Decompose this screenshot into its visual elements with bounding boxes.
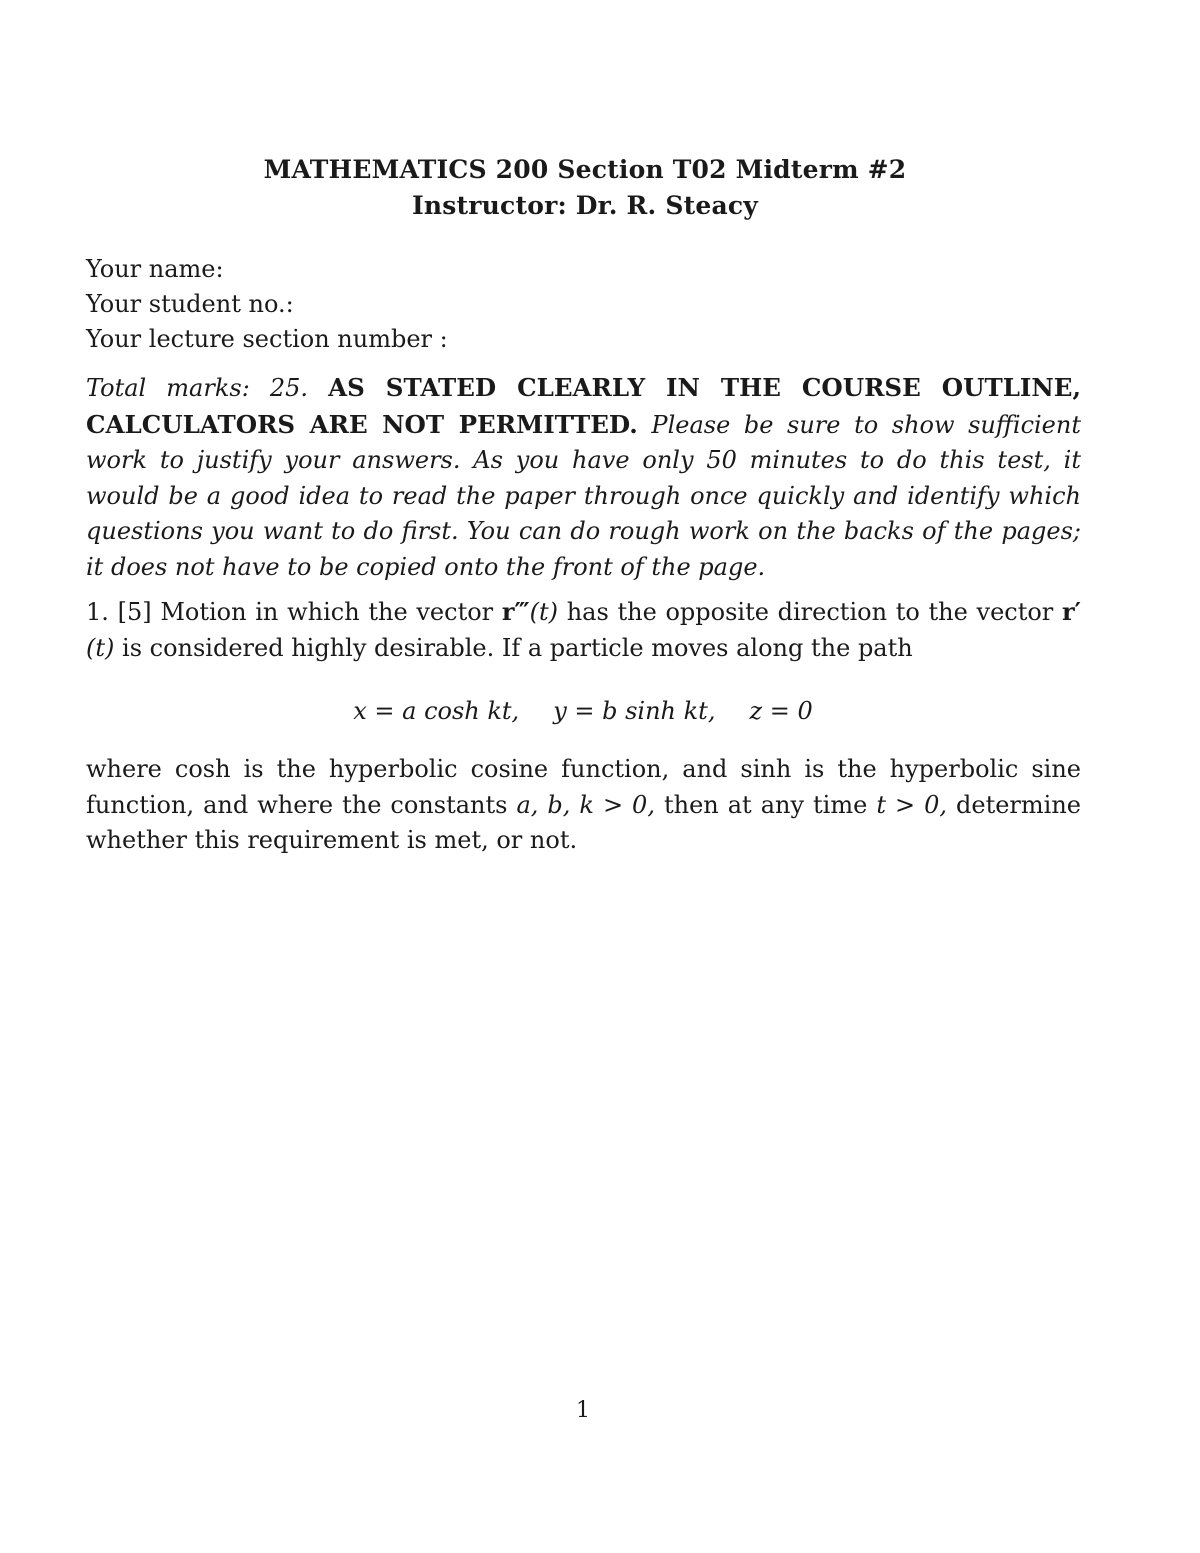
arg-t-2: (t) [86,633,115,662]
question-1-continued [86,752,1081,859]
equation-z: z = 0 [749,697,813,725]
lecture-section-field-label: Your lecture section number : [86,325,448,353]
question-text-e: then at any time [663,790,868,819]
student-info-block [86,252,1086,357]
instructions-paragraph [86,370,1081,585]
vector-r-prime: r′ [1062,597,1081,626]
question-text-c: is considered highly desirable. If a particle moves along the path [122,633,913,662]
student-no-field-label: Your student no.: [86,290,294,318]
arg-t-1: (t) [529,598,558,626]
title-block [0,152,1170,224]
total-marks: Total marks: 25. [86,374,309,402]
question-1 [86,594,1081,666]
question-text-d: where cosh is the hyperbolic cosine function, and sinh is the hyperbolic sine function, and where the constants [86,755,1081,819]
question-text-b: has the opposite direction to the vector [566,598,1054,626]
equation-x: x = a cosh kt, [353,697,520,725]
instructor-line: Instructor: Dr. R. Steacy [412,191,758,220]
exam-title: MATHEMATICS 200 Section T02 Midterm #2 [263,155,907,184]
question-number: 1. [86,598,109,626]
question-marks: [5] [117,598,152,626]
question-text-f: determine whether this requirement is met, or not. [86,790,1081,854]
equation-y: y = b sinh kt, [553,697,716,725]
page-number: 1 [576,1398,590,1423]
name-field-label: Your name: [86,255,224,283]
question-text-a: Motion in which the vector [160,598,494,626]
parametric-equations [0,694,1166,729]
constants-condition: a, b, k > 0, [516,790,655,819]
time-condition: t > 0, [876,790,947,819]
exam-advice: Please be sure to show sufficient work to justify your answers. As you have only 50 minutes to do this test, it would be a good idea to read the paper through once quickly and identify which questions you want to do first. You can do rough work on the backs of the pages; it does not have to be copied onto the front of the page. [86,410,1081,581]
vector-r-triple: r‴ [501,597,530,626]
calculators-warning: AS STATED CLEARLY IN THE COURSE OUTLINE, CALCULATORS ARE NOT PERMITTED. [86,373,1081,439]
